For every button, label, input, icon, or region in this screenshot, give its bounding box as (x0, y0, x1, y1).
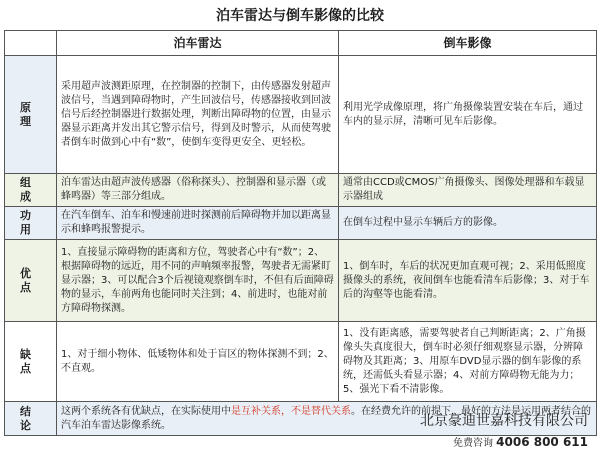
hotline-number: 4006 800 611 (496, 435, 588, 449)
header-camera: 倒车影像 (339, 31, 597, 56)
radar-principle: 采用超声波测距原理，在控制器的控制下，由传感器发射超声波信号，当遇到障碍物时，产生回波信号，传感器接收到回波信号后经控制器进行数据处理，判断出障碍物的位置，由显示器显示距离并发出其它警示信号，得到及时警示，从而使驾驶者倒车时做到心中有“数”，使倒车变得更安全、更轻松。 (57, 56, 339, 174)
row-principle (5, 56, 597, 174)
conclusion-highlight: 是互补关系，不是替代关系 (231, 405, 351, 417)
header-radar: 泊车雷达 (57, 31, 339, 56)
table-header-row (5, 31, 597, 56)
camera-disadvantages: 1、没有距离感，需要驾驶者自己判断距离；2、广角摄像头失真度很大，倒车时必须仔细观察显示器，分辨障碍物及其距离；3、用原车DVD显示器的倒车影像的系统，还需低头看显示器；4、对前方障碍物无能为力；5、强光下看不清影像。 (339, 322, 597, 402)
row-advantages (5, 240, 597, 322)
row-function (5, 207, 597, 240)
conclusion-post: 。在经费允许的前提下，最好的方法是运用两者结合的汽车泊车雷达影像系统。 (61, 405, 591, 431)
company-name: 北京豪迪世嘉科技有限公司 (420, 413, 588, 429)
row-label: 原 理 (5, 56, 57, 174)
hotline (453, 434, 588, 449)
header-corner (5, 31, 57, 56)
row-label: 缺 点 (5, 322, 57, 402)
radar-function: 在汽车倒车、泊车和慢速前进时探测前后障碍物并加以距离显示和蜂鸣报警提示。 (57, 207, 339, 240)
comparison-table (4, 30, 597, 436)
conclusion-pre: 这两个系统各有优缺点，在实际使用中 (61, 405, 231, 417)
camera-composition: 通常由CCD或CMOS广角摄像头、图像处理器和车载显示器组成 (339, 174, 597, 207)
hotline-label: 免费咨询 (452, 438, 493, 449)
row-composition (5, 174, 597, 207)
camera-principle: 利用光学成像原理，将广角摄像装置安装在车后，通过车内的显示屏，清晰可见车后影像。 (339, 56, 597, 174)
row-label: 组 成 (5, 174, 57, 207)
radar-advantages: 1、直接显示障碍物的距离和方位，驾驶者心中有“数”；2、根据障碍物的远近，用不同的声响频率报警，驾驶者无需紧盯显示器；3、可以配合3个后视镜观察倒车时，不但有后面障碍物的显示，车前两角也能同时关注到；4、前进时，也能对前方障碍物探测。 (57, 240, 339, 322)
row-disadvantages (5, 322, 597, 402)
radar-disadvantages: 1、对于细小物体、低矮物体和处于盲区的物体探测不到；2、不直观。 (57, 322, 339, 402)
camera-advantages: 1、倒车时，车后的状况更加直观可视；2、采用低照度摄像头的系统，夜间倒车也能看清车后影像；3、对于车后的沟壑等也能看清。 (339, 240, 597, 322)
row-label: 优 点 (5, 240, 57, 322)
radar-composition: 泊车雷达由超声波传感器（俗称探头）、控制器和显示器（或蜂鸣器）等三部分组成。 (57, 174, 339, 207)
camera-function: 在倒车过程中显示车辆后方的影像。 (339, 207, 597, 240)
row-label: 结 论 (5, 402, 57, 436)
row-label: 功 用 (5, 207, 57, 240)
page-title: 泊车雷达与倒车影像的比较 (216, 8, 384, 24)
